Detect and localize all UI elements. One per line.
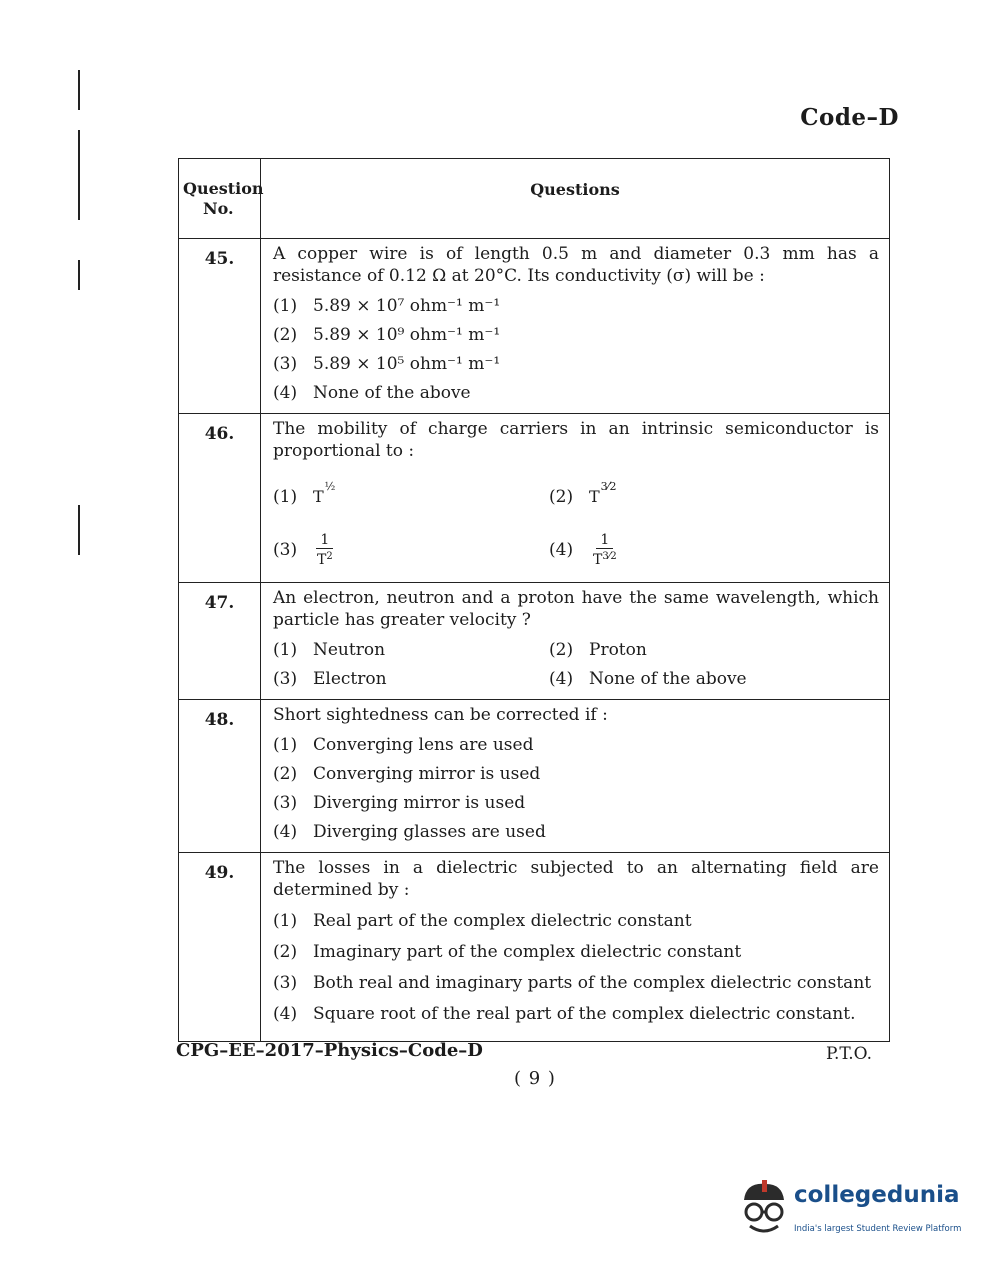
question-text: An electron, neutron and a proton have the same wavelength, which particle has greater velocity ?	[273, 588, 879, 630]
question-row-46	[179, 414, 890, 583]
question-number: 49.	[179, 853, 261, 1042]
brand-tagline: India's largest Student Review Platform	[794, 1224, 962, 1234]
binding-margin-marks	[72, 70, 88, 590]
option-3: (3) $\frac{1}{T^2}$	[273, 530, 549, 570]
option-3: (3) Diverging mirror is used	[273, 792, 526, 813]
question-row-49	[179, 853, 890, 1042]
option-1: (1) Converging lens are used	[273, 734, 534, 755]
question-row-45	[179, 239, 890, 414]
brand-name: collegedunia	[794, 1182, 960, 1208]
option-3: (3) Both real and imaginary parts of the complex dielectric constant	[273, 972, 872, 993]
option-1: (1) Neutron	[273, 639, 386, 660]
question-number: 46.	[179, 414, 261, 583]
option-4: (4) None of the above	[273, 382, 471, 403]
question-row-48	[179, 700, 890, 853]
option-4: (4) Diverging glasses are used	[273, 821, 546, 842]
option-2: (2) T 3⁄2	[549, 480, 617, 507]
page-number: ( 9 )	[514, 1068, 556, 1089]
question-number: 48.	[179, 700, 261, 853]
questions-table	[178, 158, 890, 1042]
question-text: A copper wire is of length 0.5 m and diameter 0.3 mm has a resistance of 0.12 Ω at 20°C. Its conductivity (σ) will be :	[273, 244, 879, 286]
option-row	[273, 664, 879, 693]
option-2: (2) Imaginary part of the complex dielectric constant	[273, 941, 742, 962]
option-4: (4) $\frac{1}{T^{3⁄2}}$	[549, 530, 825, 570]
question-text: Short sightedness can be corrected if :	[273, 705, 608, 725]
option-4: (4) None of the above	[549, 668, 747, 689]
option-2: (2) Converging mirror is used	[273, 763, 541, 784]
option-2: (2) 5.89 × 10⁹ ohm⁻¹ m⁻¹	[273, 324, 501, 345]
math-fraction: $\frac{1}{T^2}$	[317, 532, 333, 568]
paper-code: Code–D	[800, 104, 899, 131]
option-1: (1) Real part of the complex dielectric constant	[273, 910, 692, 931]
math-fraction: $\frac{1}{T^{3⁄2}}$	[593, 532, 617, 568]
option-row	[273, 530, 879, 570]
mascot-logo-icon	[736, 1178, 792, 1238]
question-row-47	[179, 583, 890, 700]
question-number: 47.	[179, 583, 261, 700]
collegedunia-watermark	[736, 1178, 966, 1242]
option-3: (3) Electron	[273, 668, 387, 689]
option-1: (1) 5.89 × 10⁷ ohm⁻¹ m⁻¹	[273, 295, 501, 316]
question-text: The losses in a dielectric subjected to an alternating field are determined by :	[273, 858, 879, 900]
option-3: (3) 5.89 × 10⁵ ohm⁻¹ m⁻¹	[273, 353, 501, 374]
option-row	[273, 635, 879, 664]
math-power: T 3⁄2	[589, 480, 617, 506]
pto-label: P.T.O.	[826, 1044, 872, 1064]
question-number: 45.	[179, 239, 261, 414]
column-header-questions: Questions	[261, 159, 890, 239]
option-2: (2) Proton	[549, 639, 647, 660]
paper-identifier: CPG–EE–2017–Physics–Code–D	[176, 1040, 483, 1061]
column-header-question-no: Question No.	[179, 159, 261, 239]
question-text: The mobility of charge carriers in an intrinsic semiconductor is proportional to :	[273, 419, 879, 461]
option-4: (4) Square root of the real part of the complex dielectric constant.	[273, 1003, 856, 1024]
option-1: (1) T ½	[273, 480, 336, 507]
math-power: T ½	[313, 480, 336, 506]
option-row	[273, 480, 879, 514]
